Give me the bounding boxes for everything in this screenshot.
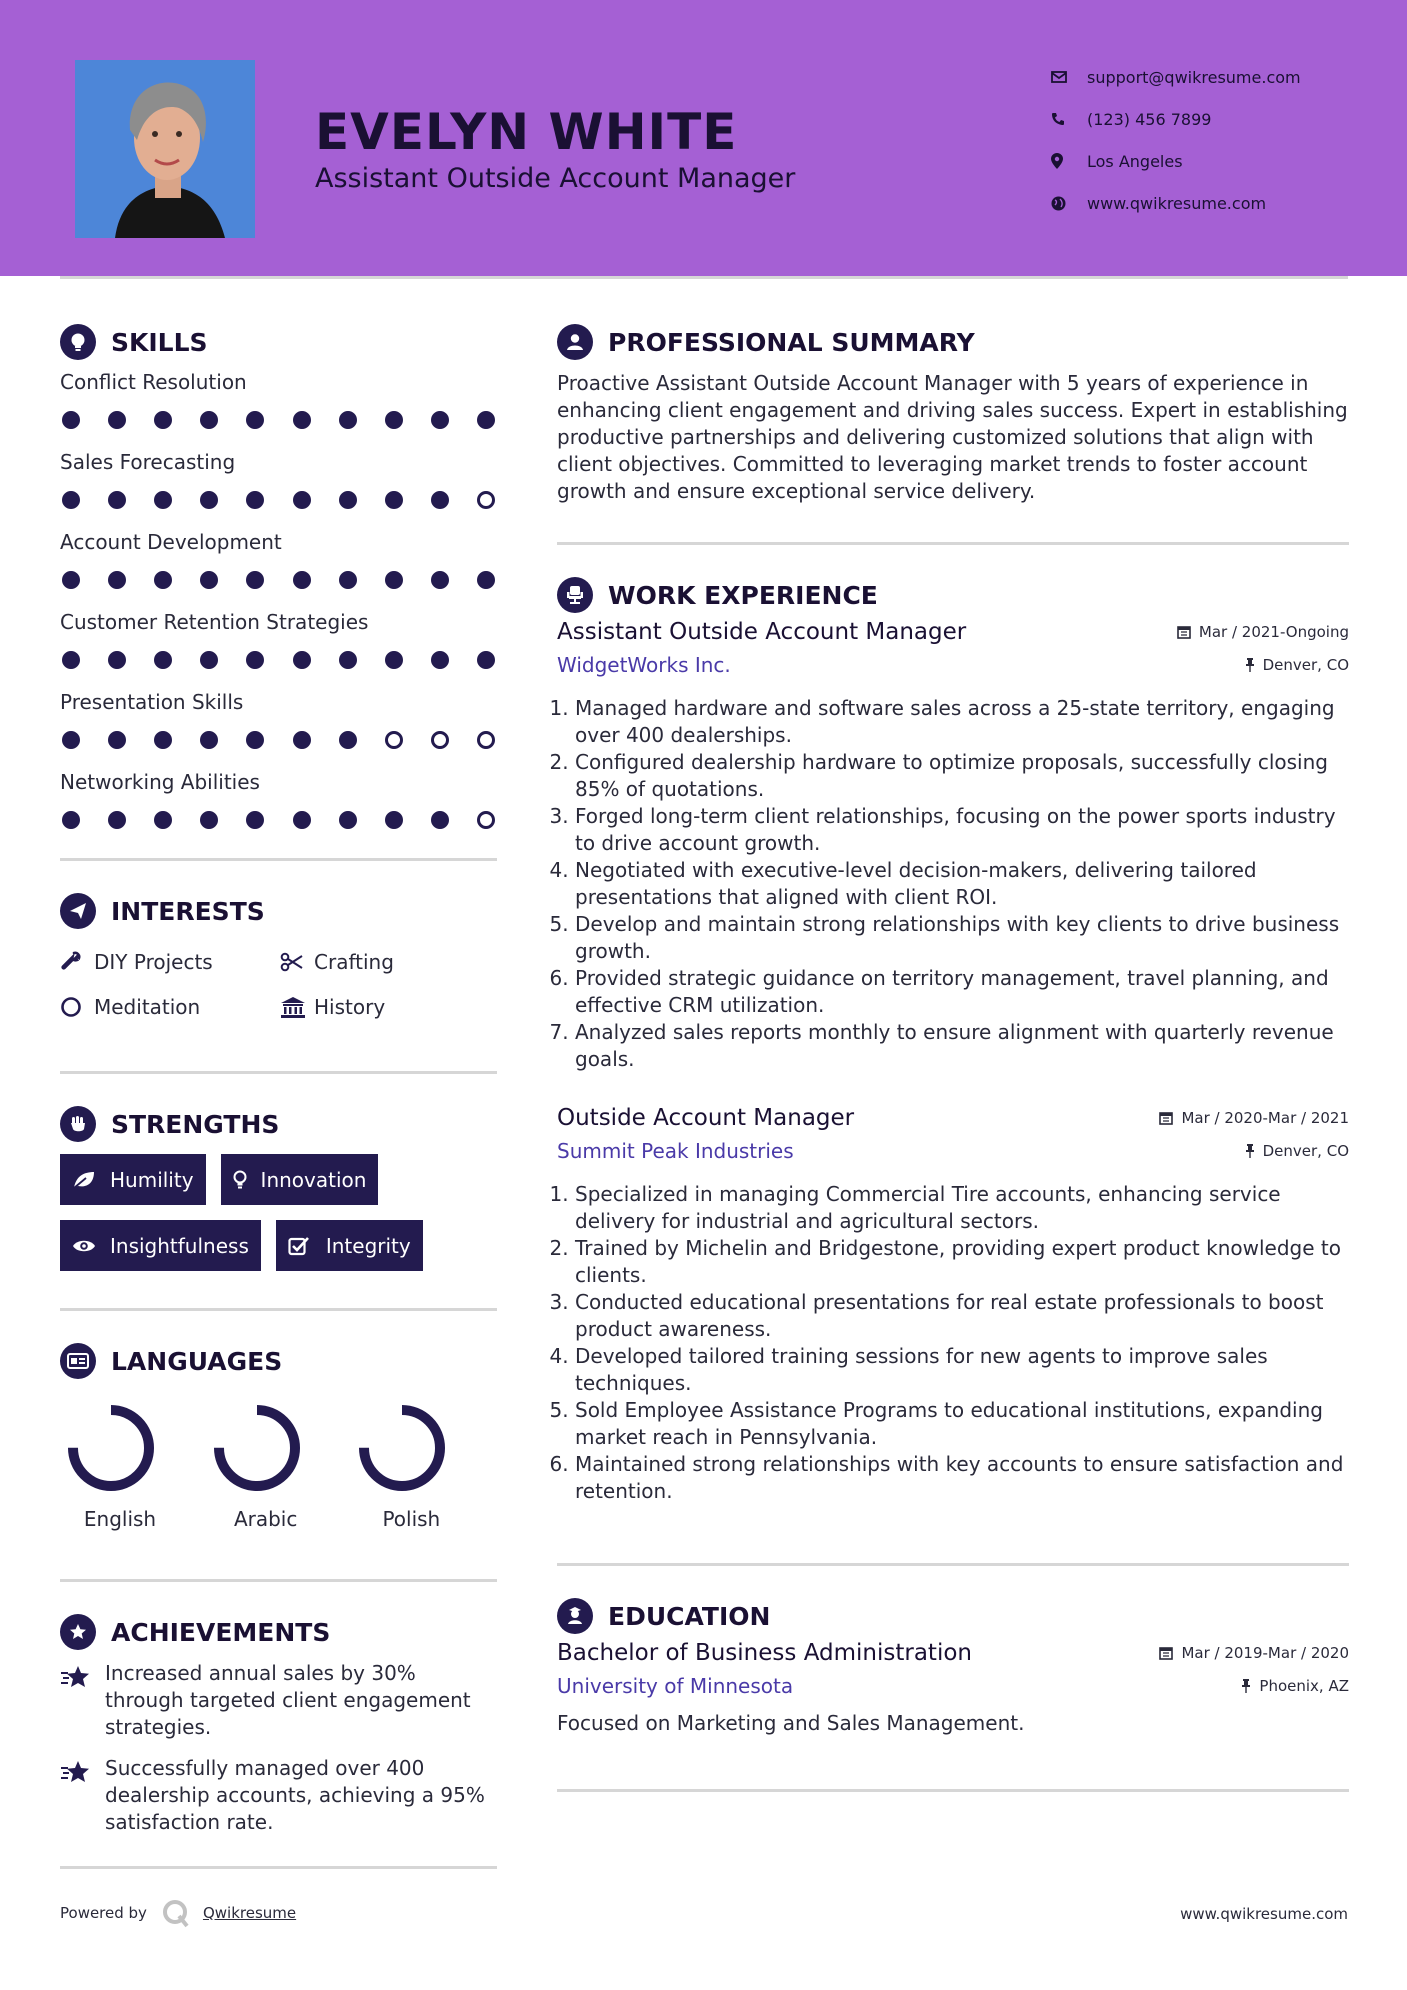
rating-dot-filled — [385, 811, 403, 829]
job-bullet: 6. Provided strategic guidance on territory management, travel planning, and effective CRM utilization. — [575, 965, 1349, 1019]
job-entry — [557, 1105, 1349, 1505]
rating-dot-filled — [339, 491, 357, 509]
rating-dot-filled — [108, 811, 126, 829]
contact-phone[interactable] — [1051, 98, 1391, 140]
rating-dot-filled — [200, 811, 218, 829]
skill-rating — [60, 716, 497, 764]
strengths-heading: STRENGTHS — [60, 1102, 497, 1146]
rating-dot-filled — [154, 651, 172, 669]
job-bullet: 2. Trained by Michelin and Bridgestone, providing expert product knowledge to clients. — [575, 1235, 1349, 1289]
language-item — [206, 1401, 352, 1531]
rating-dot-filled — [154, 491, 172, 509]
calendar-icon — [1159, 1111, 1173, 1125]
rating-dot-filled — [293, 651, 311, 669]
circle-icon — [60, 996, 94, 1018]
skills-heading: SKILLS — [60, 320, 497, 364]
job-bullet: 5. Develop and maintain strong relationships with key clients to drive business growth. — [575, 911, 1349, 965]
rating-dot-filled — [246, 651, 264, 669]
contact-phone-text: (123) 456 7899 — [1087, 109, 1212, 129]
rating-dot-filled — [154, 731, 172, 749]
rating-dot-filled — [339, 651, 357, 669]
interest-item: History — [280, 984, 497, 1029]
scissors-icon — [280, 952, 314, 972]
language-item — [60, 1401, 206, 1531]
interest-item: Meditation — [60, 984, 280, 1029]
language-proficiency-ring — [355, 1401, 449, 1495]
globe-icon — [1051, 196, 1087, 211]
achievements-heading: ACHIEVEMENTS — [60, 1610, 497, 1654]
job-title: Outside Account Manager — [557, 1105, 855, 1131]
star-badge-icon — [60, 1614, 96, 1650]
pushpin-icon — [1245, 1144, 1255, 1158]
job-title: Assistant Outside Account Manager — [557, 619, 967, 645]
rating-dot-filled — [431, 651, 449, 669]
pushpin-icon — [1245, 658, 1255, 672]
job-bullet: 7. Analyzed sales reports monthly to ensure alignment with quarterly revenue goals. — [575, 1019, 1349, 1073]
header-divider — [60, 276, 1348, 279]
rating-dot-filled — [108, 411, 126, 429]
skill-rating — [60, 476, 497, 524]
lightbulb-icon — [60, 324, 96, 360]
rating-dot-filled — [339, 731, 357, 749]
candidate-title: Assistant Outside Account Manager — [315, 163, 796, 194]
checkbox-icon — [288, 1236, 318, 1256]
skill-name: Account Development — [60, 530, 282, 554]
rating-dot-empty — [477, 731, 495, 749]
education-location: Phoenix, AZ — [1241, 1677, 1349, 1695]
rating-dot-filled — [200, 731, 218, 749]
interest-item: DIY Projects — [60, 939, 280, 984]
language-card-icon — [60, 1343, 96, 1379]
contact-list — [1051, 56, 1391, 224]
achievements-list — [60, 1660, 497, 1836]
rating-dot-filled — [477, 651, 495, 669]
rating-dot-filled — [293, 731, 311, 749]
calendar-icon — [1159, 1646, 1173, 1660]
rating-dot-empty — [477, 811, 495, 829]
rating-dot-filled — [293, 571, 311, 589]
paper-plane-icon — [60, 893, 96, 929]
rating-dot-filled — [431, 811, 449, 829]
job-bullets — [557, 695, 1349, 1073]
summary-text: Proactive Assistant Outside Account Manager with 5 years of experience in enhancing client engagement and driving sales success. Expert in establishing productive partnerships and delivering customized solutions that align with client objectives. Committed to leveraging market trends to foster account growth and ensure exceptional service delivery. — [557, 371, 1348, 503]
footer-website[interactable]: www.qwikresume.com — [1180, 1905, 1348, 1923]
rating-dot-filled — [200, 491, 218, 509]
language-name: English — [83, 1507, 157, 1531]
rating-dot-filled — [339, 571, 357, 589]
skills-divider — [60, 858, 497, 861]
achievement-item: Increased annual sales by 30% through targeted client engagement strategies. — [60, 1660, 497, 1741]
education-divider — [557, 1789, 1349, 1792]
skill-name: Networking Abilities — [60, 770, 260, 794]
rating-dot-filled — [339, 411, 357, 429]
education-description: Focused on Marketing and Sales Management. — [557, 1711, 1025, 1735]
rating-dot-filled — [62, 411, 80, 429]
rating-dot-filled — [385, 491, 403, 509]
rating-dot-filled — [477, 411, 495, 429]
rating-dot-filled — [200, 651, 218, 669]
rating-dot-filled — [62, 571, 80, 589]
candidate-name: EVELYN WHITE — [315, 103, 738, 161]
summary-heading: PROFESSIONAL SUMMARY — [557, 320, 1349, 364]
interest-item: Crafting — [280, 939, 497, 984]
rating-dot-filled — [477, 571, 495, 589]
user-icon — [557, 324, 593, 360]
lightbulb-outline-icon — [233, 1170, 253, 1190]
interests-divider — [60, 1071, 497, 1074]
map-pin-icon — [1051, 153, 1087, 169]
contact-email[interactable] — [1051, 56, 1391, 98]
rating-dot-filled — [385, 651, 403, 669]
star-icon — [60, 1755, 105, 1836]
footer-powered-by: Powered by Qwikresume — [60, 1898, 296, 1928]
skill-name: Presentation Skills — [60, 690, 244, 714]
job-entry — [557, 619, 1349, 1073]
language-name: Polish — [382, 1507, 441, 1531]
rating-dot-empty — [385, 731, 403, 749]
language-level-arc — [73, 1410, 149, 1486]
skill-rating — [60, 396, 497, 444]
job-bullet: 1. Managed hardware and software sales across a 25-state territory, engaging over 400 dealerships. — [575, 695, 1349, 749]
calendar-icon — [1177, 625, 1191, 639]
languages-heading: LANGUAGES — [60, 1339, 497, 1383]
phone-icon — [1051, 112, 1087, 126]
rating-dot-filled — [62, 811, 80, 829]
rating-dot-filled — [246, 411, 264, 429]
contact-location-text: Los Angeles — [1087, 151, 1183, 171]
rating-dot-filled — [154, 571, 172, 589]
rating-dot-filled — [431, 411, 449, 429]
rating-dot-filled — [246, 731, 264, 749]
skill-rating — [60, 796, 497, 844]
rating-dot-filled — [431, 491, 449, 509]
rating-dot-filled — [339, 811, 357, 829]
achievement-item: Successfully managed over 400 dealership accounts, achieving a 95% satisfaction rate. — [60, 1755, 497, 1836]
rating-dot-filled — [108, 571, 126, 589]
job-bullet: 6. Maintained strong relationships with key accounts to ensure satisfaction and retention. — [575, 1451, 1349, 1505]
qwikresume-link[interactable]: Qwikresume — [202, 1904, 297, 1922]
job-date: Mar / 2020-Mar / 2021 — [1159, 1109, 1349, 1127]
degree-title: Bachelor of Business Administration — [557, 1640, 972, 1666]
pushpin-icon — [1241, 1679, 1251, 1693]
office-chair-icon — [557, 577, 593, 613]
rating-dot-empty — [431, 731, 449, 749]
job-bullet: 5. Sold Employee Assistance Programs to educational institutions, expanding market reach in Pennsylvania. — [575, 1397, 1349, 1451]
education-date: Mar / 2019-Mar / 2020 — [1159, 1644, 1349, 1662]
skills-list — [60, 370, 497, 844]
strength-badge: Innovation — [221, 1154, 379, 1205]
company-name: WidgetWorks Inc. — [557, 653, 731, 677]
eye-icon — [72, 1238, 102, 1254]
language-proficiency-ring — [210, 1401, 304, 1495]
strength-badge: Integrity — [276, 1220, 423, 1271]
skill-rating — [60, 636, 497, 684]
job-bullet: 3. Conducted educational presentations for real estate professionals to boost product awareness. — [575, 1289, 1349, 1343]
strength-badge: Humility — [60, 1154, 206, 1205]
rating-dot-filled — [293, 811, 311, 829]
rating-dot-filled — [62, 491, 80, 509]
rating-dot-filled — [154, 811, 172, 829]
rating-dot-filled — [293, 491, 311, 509]
job-bullet: 1. Specialized in managing Commercial Tire accounts, enhancing service delivery for industrial and agricultural sectors. — [575, 1181, 1349, 1235]
language-item — [351, 1401, 497, 1531]
strengths-list — [60, 1154, 497, 1271]
languages-divider — [60, 1579, 497, 1582]
envelope-icon — [1051, 70, 1087, 84]
job-bullet: 4. Developed tailored training sessions for new agents to improve sales techniques. — [575, 1343, 1349, 1397]
rating-dot-filled — [246, 811, 264, 829]
contact-website-text: www.qwikresume.com — [1087, 193, 1267, 213]
rating-dot-filled — [246, 571, 264, 589]
job-location: Denver, CO — [1245, 656, 1349, 674]
language-level-arc — [364, 1410, 440, 1486]
language-level-arc — [219, 1410, 295, 1486]
experience-divider — [557, 1563, 1349, 1566]
experience-heading: WORK EXPERIENCE — [557, 573, 1349, 617]
job-date: Mar / 2021-Ongoing — [1177, 623, 1349, 641]
language-name: Arabic — [233, 1507, 298, 1531]
skill-name: Customer Retention Strategies — [60, 610, 369, 634]
strengths-divider — [60, 1308, 497, 1311]
rating-dot-filled — [293, 411, 311, 429]
rating-dot-filled — [108, 491, 126, 509]
skill-rating — [60, 556, 497, 604]
fist-icon — [60, 1106, 96, 1142]
achievements-divider — [60, 1866, 497, 1869]
rating-dot-filled — [200, 571, 218, 589]
rating-dot-filled — [385, 571, 403, 589]
header-banner — [0, 0, 1407, 276]
rating-dot-filled — [108, 651, 126, 669]
rating-dot-filled — [431, 571, 449, 589]
rating-dot-filled — [62, 731, 80, 749]
profile-photo — [75, 60, 255, 238]
rating-dot-filled — [154, 411, 172, 429]
rating-dot-filled — [200, 411, 218, 429]
left-column — [60, 320, 497, 1869]
graduate-icon — [557, 1598, 593, 1634]
job-bullet: 3. Forged long-term client relationships, focusing on the power sports industry to drive account growth. — [575, 803, 1349, 857]
languages-list — [60, 1401, 497, 1531]
rating-dot-filled — [108, 731, 126, 749]
star-icon — [60, 1660, 105, 1741]
rating-dot-empty — [477, 491, 495, 509]
education-entry — [557, 1640, 1349, 1737]
job-location: Denver, CO — [1245, 1142, 1349, 1160]
interests-heading: INTERESTS — [60, 889, 497, 933]
strength-badge: Insightfulness — [60, 1220, 261, 1271]
company-name: Summit Peak Industries — [557, 1139, 794, 1163]
contact-location — [1051, 140, 1391, 182]
school-name: University of Minnesota — [557, 1674, 794, 1698]
job-bullets — [557, 1181, 1349, 1505]
rating-dot-filled — [62, 651, 80, 669]
contact-email-text: support@qwikresume.com — [1087, 67, 1301, 87]
language-proficiency-ring — [64, 1401, 158, 1495]
leaf-icon — [72, 1170, 102, 1190]
museum-icon — [280, 996, 314, 1018]
rating-dot-filled — [385, 411, 403, 429]
qwikresume-logo-icon — [161, 1898, 191, 1928]
skill-name: Conflict Resolution — [60, 370, 247, 394]
wrench-icon — [60, 951, 94, 973]
contact-website[interactable] — [1051, 182, 1391, 224]
rating-dot-filled — [246, 491, 264, 509]
education-heading: EDUCATION — [557, 1594, 1349, 1638]
interests-list — [60, 939, 497, 1029]
skill-name: Sales Forecasting — [60, 450, 236, 474]
job-bullet: 2. Configured dealership hardware to optimize proposals, successfully closing 85% of quotations. — [575, 749, 1349, 803]
summary-divider — [557, 542, 1349, 545]
job-bullet: 4. Negotiated with executive-level decision-makers, delivering tailored presentations that aligned with client ROI. — [575, 857, 1349, 911]
right-column — [557, 320, 1349, 1792]
